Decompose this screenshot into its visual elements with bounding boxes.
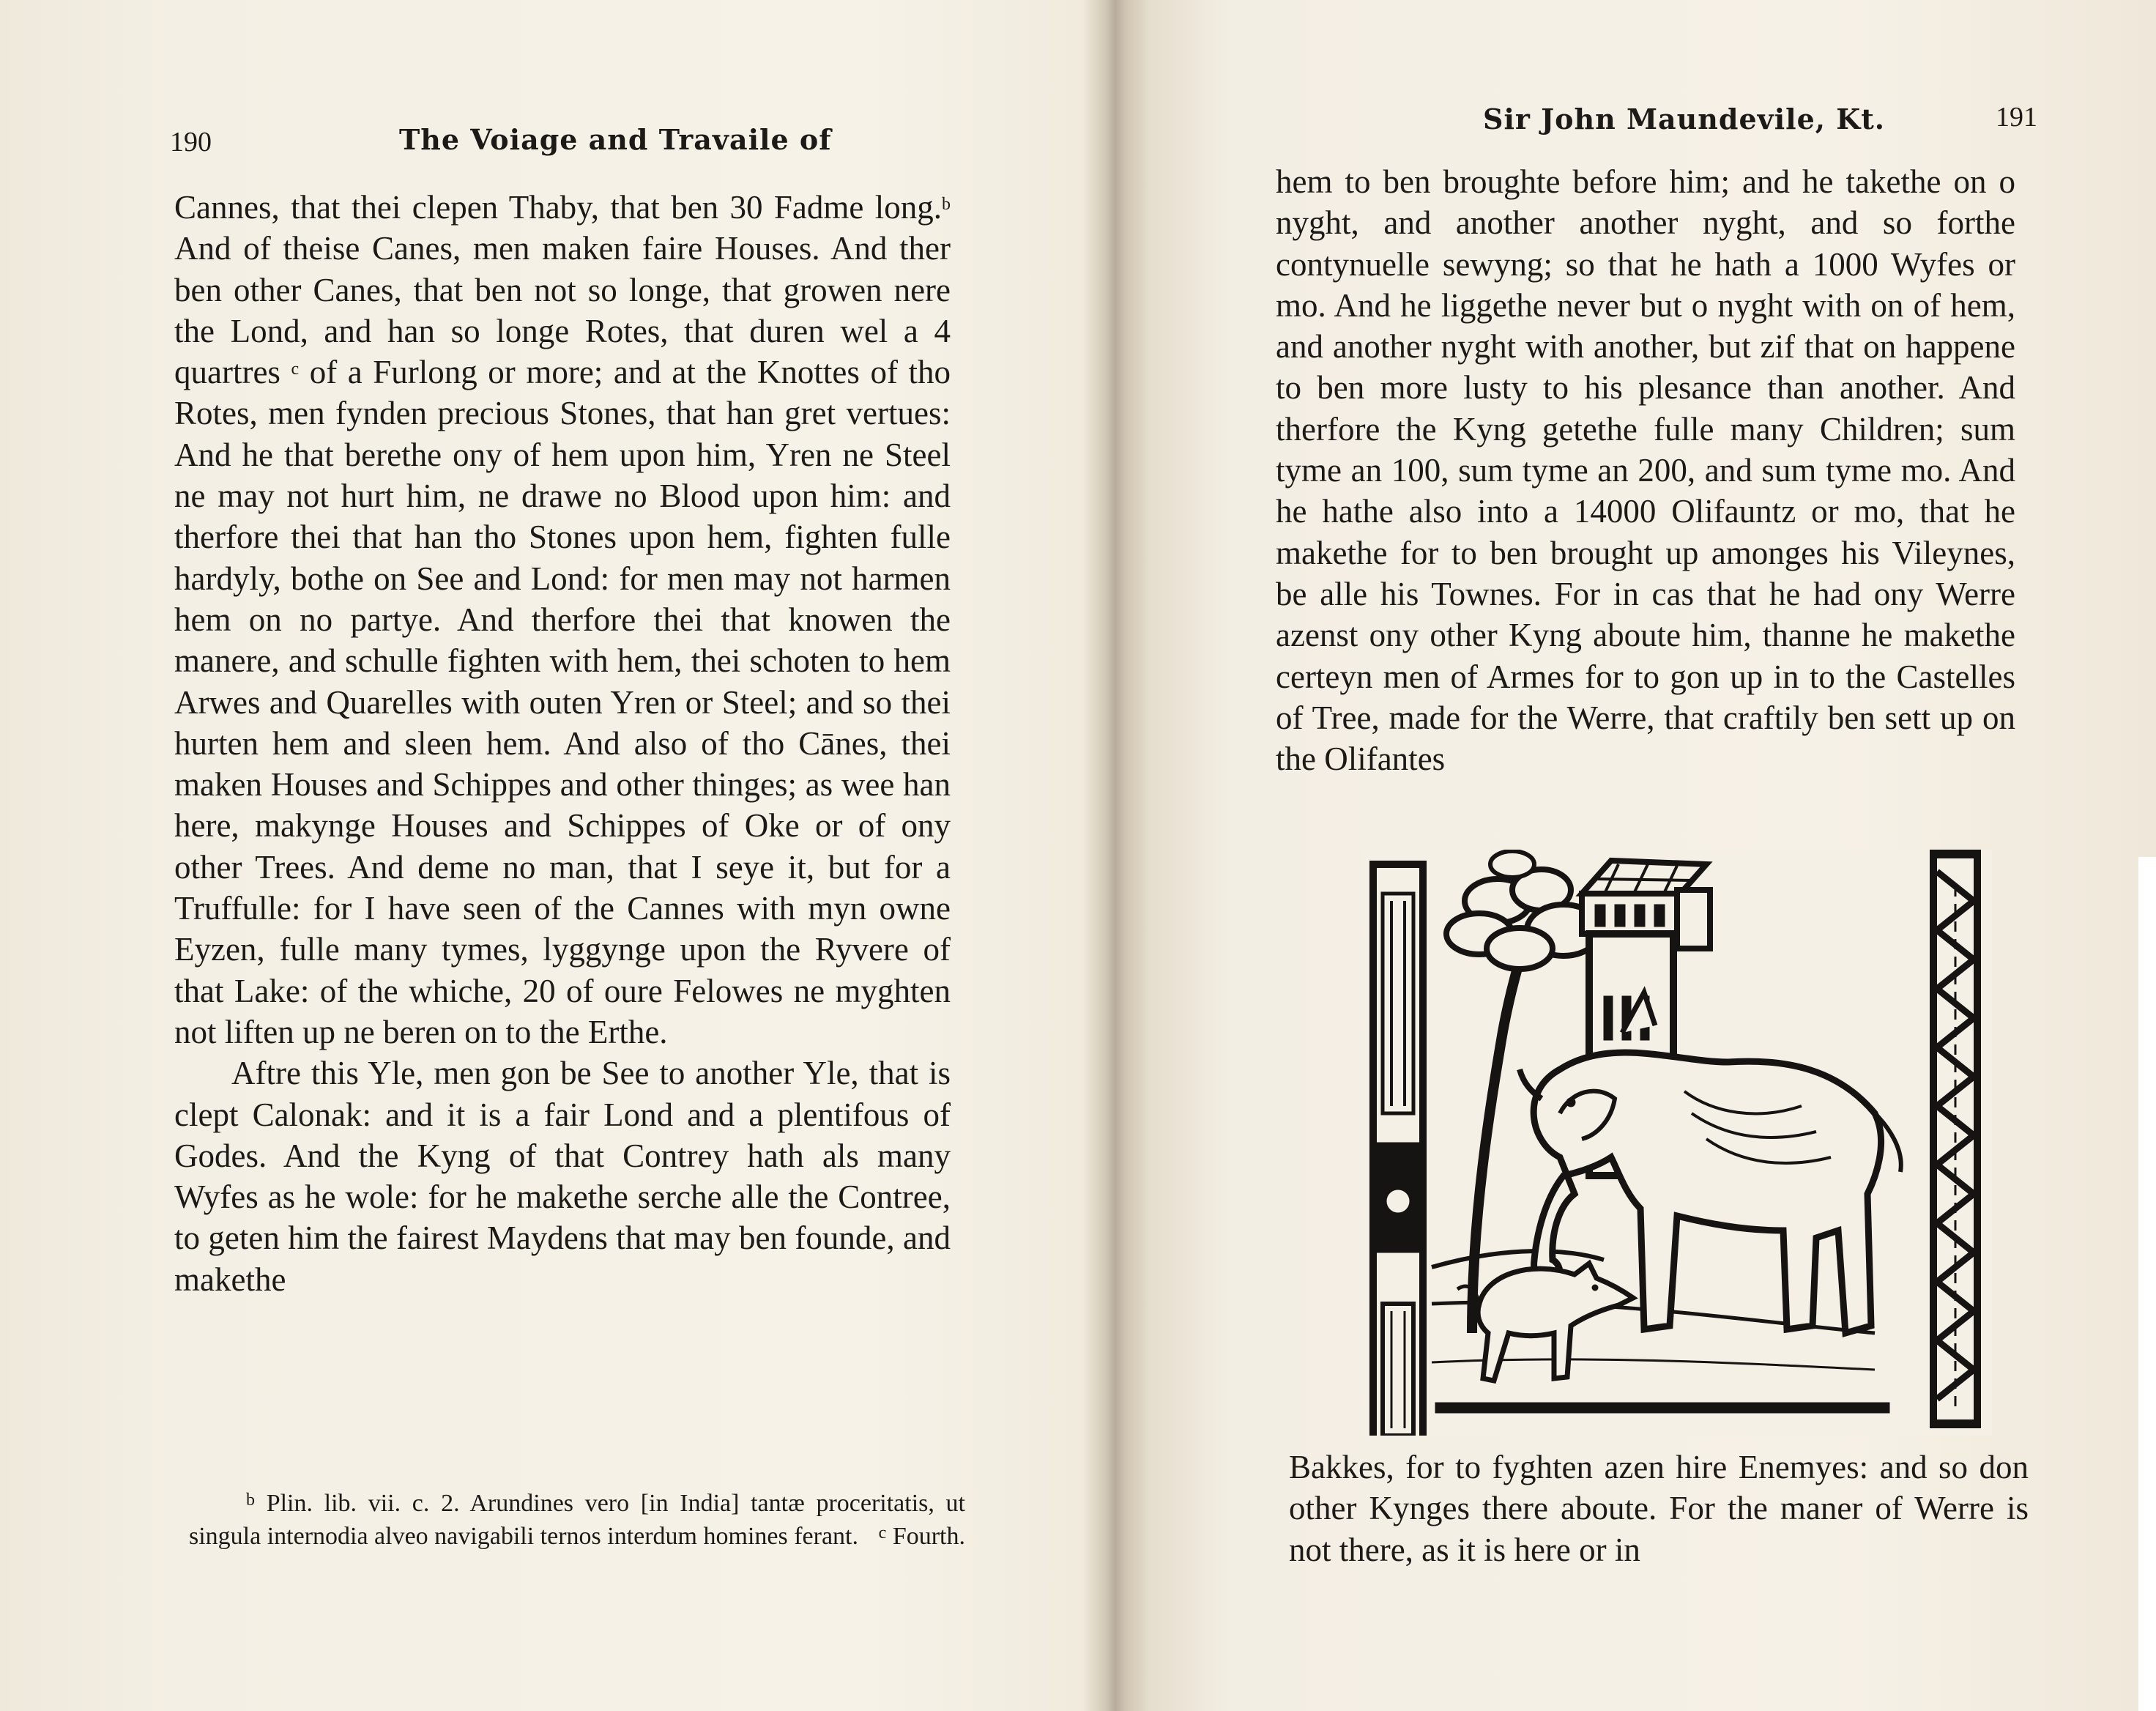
left-body-text bbox=[174, 187, 951, 1300]
column-right bbox=[1930, 850, 1981, 1428]
scan-edge bbox=[2138, 857, 2156, 1711]
footnote-c: $^c$ Fourth. bbox=[878, 1523, 965, 1550]
book-gutter bbox=[1082, 0, 1148, 1711]
paragraph: Cannes, that thei clepen Thaby, that ben 30 Fadme long.$^b$ And of theise Canes, men maken faire Houses. And ther ben other Canes, that ben not so longe, that growen nere the Lond, and han so longe Rotes, that duren wel a 4 quartres $^c$ of a Furlong or more; and at the Knottes of tho Rotes, men fynden precious Stones, that han gret vertues: And he that berethe ony of hem upon him, Yren ne Steel ne may not hurt him, ne drawe no Blood upon him: and therfore thei that han tho Stones upon hem, fighten fulle hardyly, bothe on See and Lond: for men may not harmen hem on no partye. And therfore thei that knowen the manere, and schulle fighten with hem, thei schoten to hem Arwes and Quarelles with outen Yren or Steel; and so thei hurten hem and sleen hem. And also of tho Cānes, thei maken Houses and Schippes and other thinges; as wee han here, makynge Houses and Schippes of Oke or of ony other Trees. And deme no man, that I seye it, but for a Truffulle: for I have seen of the Cannes with myn owne Eyzen, fulle many tymes, lyggynge upon the Ryvere of that Lake: of the whiche, 20 of oure Felowes ne myghten not liften up ne beren on to the Erthe. bbox=[174, 189, 951, 1050]
left-footnotes bbox=[189, 1487, 965, 1553]
paragraph: hem to ben broughte before him; and he takethe on o nyght, and another another nyght, and so forthe contynuelle sewyng; so that he hath a 1000 Wyfes or mo. And he liggethe never but o nyght with on of hem, and another nyght with another, but zif that on happene to ben more lusty to his plesance than another. And therfore the Kyng getethe fulle many Children; sum tyme an 100, sum tyme an 200, and sum tyme mo. And he hathe also into a 14000 Olifauntz or mo, that he makethe for to ben brought up amonges his Vileynes, be alle his Townes. For in cas that he had ony Werre azenst ony other Kyng aboute him, thanne he makethe certeyn men of Armes for to gon up in to the Castelles of Tree, made for the Werre, that craftily ben sett up on the Olifantes bbox=[1276, 163, 2015, 778]
right-page bbox=[1142, 0, 2156, 1711]
column-left bbox=[1373, 864, 1423, 1436]
left-page-number: 190 bbox=[170, 127, 212, 157]
right-page-number: 191 bbox=[1996, 102, 2037, 133]
paragraph: Bakkes, for to fyghten azen hire Enemyes: and so don other Kynges there aboute. For the maner of Werre is not there, as it is here or in bbox=[1289, 1449, 2029, 1568]
right-lower-text bbox=[1289, 1447, 2029, 1570]
woodcut-elephant-castle-icon bbox=[1362, 850, 1992, 1436]
footnote-ref-b: b bbox=[942, 195, 951, 214]
right-upper-text bbox=[1276, 161, 2015, 779]
footnote-b: $^b$ Plin. lib. vii. c. 2. Arundines vero [in India] tantæ proceritatis, ut singula internodia alveo navigabili ternos interdum homines ferant. bbox=[189, 1490, 966, 1550]
footnote-ref-c: c bbox=[291, 360, 300, 379]
left-running-head: The Voiage and Travaile of bbox=[399, 123, 832, 156]
paragraph: Aftre this Yle, men gon be See to another Yle, that is clept Calonak: and it is a fair Lond and a plentifous of Godes. And the Kyng of that Contrey hath als many Wyfes as he wole: for he makethe serche alle the Contree, to geten him the fairest Maydens that may ben founde, and makethe bbox=[174, 1055, 951, 1298]
right-running-head: Sir John Maundevile, Kt. bbox=[1483, 103, 1886, 136]
